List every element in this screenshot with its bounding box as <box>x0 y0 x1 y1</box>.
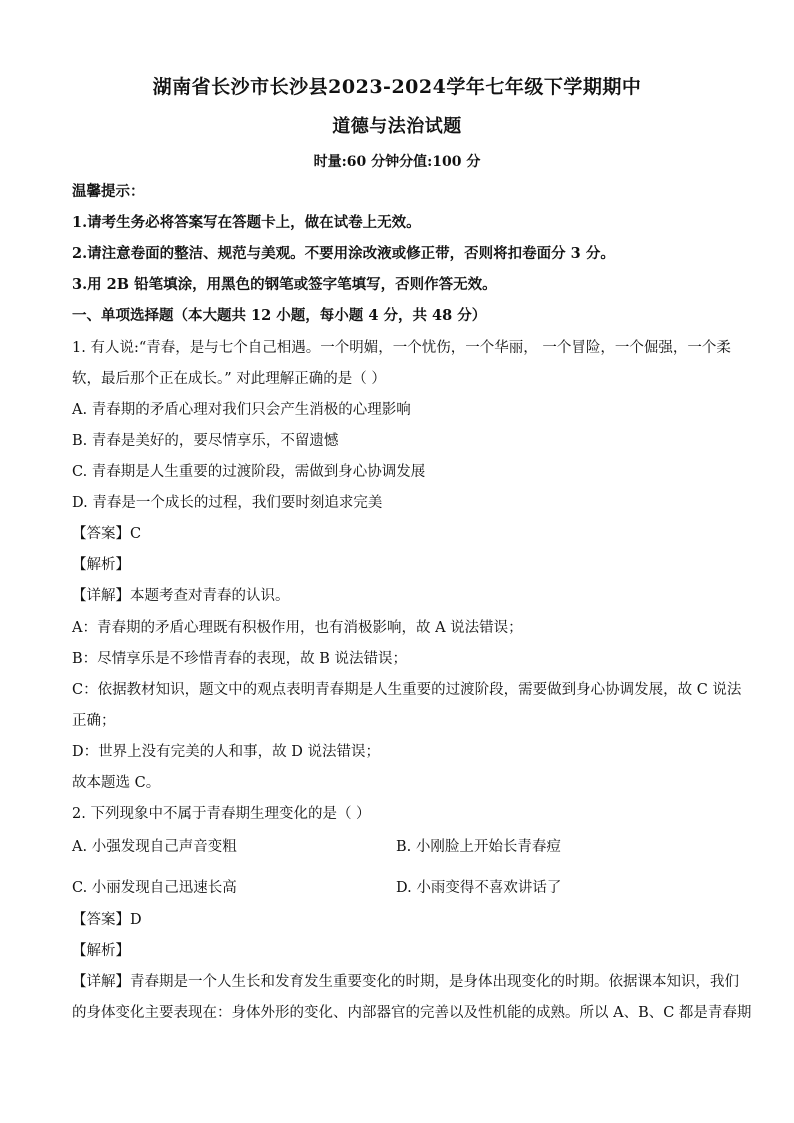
analysis-label: 【解析】 <box>72 943 130 959</box>
explanation-line: D：世界上没有完美的人和事，故 D 说法错误； <box>72 744 380 760</box>
page-subtitle: 道德与法治试题 <box>332 116 462 137</box>
option-d: D. 小雨变得不喜欢讲话了 <box>396 880 562 896</box>
section-heading: 一、单项选择题（本大题共 12 小题，每小题 4 分，共 48 分） <box>72 307 487 324</box>
explanation-line: A：青春期的矛盾心理既有积极作用，也有消极影响，故 A 说法错误； <box>72 620 523 636</box>
analysis-label: 【解析】 <box>72 557 130 573</box>
question-stem: 1. 有人说:“青春，是与七个自己相遇。一个明媚，一个忧伤，一个华丽， 一个冒险，一个倔强，一个柔 <box>72 340 731 356</box>
option-c: C. 青春期是人生重要的过渡阶段，需做到身心协调发展 <box>72 464 426 480</box>
question-stem: 2. 下列现象中不属于青春期生理变化的是（ ） <box>72 806 371 822</box>
option-c: C. 小丽发现自己迅速长高 <box>72 880 237 896</box>
detail-text: 【详解】本题考查对青春的认识。 <box>72 588 290 604</box>
answer-label: 【答案】D <box>72 912 142 928</box>
conclusion-line: 故本题选 C。 <box>72 775 161 791</box>
exam-meta: 时量:60 分钟分值:100 分 <box>313 154 481 170</box>
option-d: D. 青春是一个成长的过程，我们要时刻追求完美 <box>72 495 383 511</box>
detail-text: 【详解】青春期是一个人生长和发育发生重要变化的时期，是身体出现变化的时期。依据课本知识，我们 <box>72 974 739 990</box>
explanation-line: B：尽情享乐是不珍惜青春的表现，故 B 说法错误； <box>72 651 408 667</box>
option-b: B. 小刚脸上开始长青春痘 <box>396 839 561 855</box>
option-b: B. 青春是美好的，要尽情享乐，不留遗憾 <box>72 433 339 449</box>
explanation-line: 正确； <box>72 713 116 729</box>
answer-label: 【答案】C <box>72 526 142 542</box>
detail-text: 的身体变化主要表现在：身体外形的变化、内部器官的完善以及性机能的成熟。所以 A、B、C 都是青春期 <box>72 1005 752 1021</box>
tip-item: 2.请注意卷面的整洁、规范与美观。不要用涂改液或修正带，否则将扣卷面分 3 分。 <box>72 245 615 262</box>
tip-item: 1.请考生务必将答案写在答题卡上，做在试卷上无效。 <box>72 214 421 231</box>
option-a: A. 小强发现自己声音变粗 <box>72 839 237 855</box>
tips-heading: 温馨提示： <box>72 183 145 200</box>
explanation-line: C：依据教材知识，题文中的观点表明青春期是人生重要的过渡阶段，需要做到身心协调发展，故 C 说法 <box>72 682 742 698</box>
question-stem: 软，最后那个正在成长。” 对此理解正确的是（ ） <box>72 371 386 387</box>
option-a: A. 青春期的矛盾心理对我们只会产生消极的心理影响 <box>72 402 411 418</box>
tip-item: 3.用 2B 铅笔填涂，用黑色的钢笔或签字笔填写，否则作答无效。 <box>72 276 497 293</box>
page-title: 湖南省长沙市长沙县2023-2024学年七年级下学期期中 <box>152 76 642 98</box>
